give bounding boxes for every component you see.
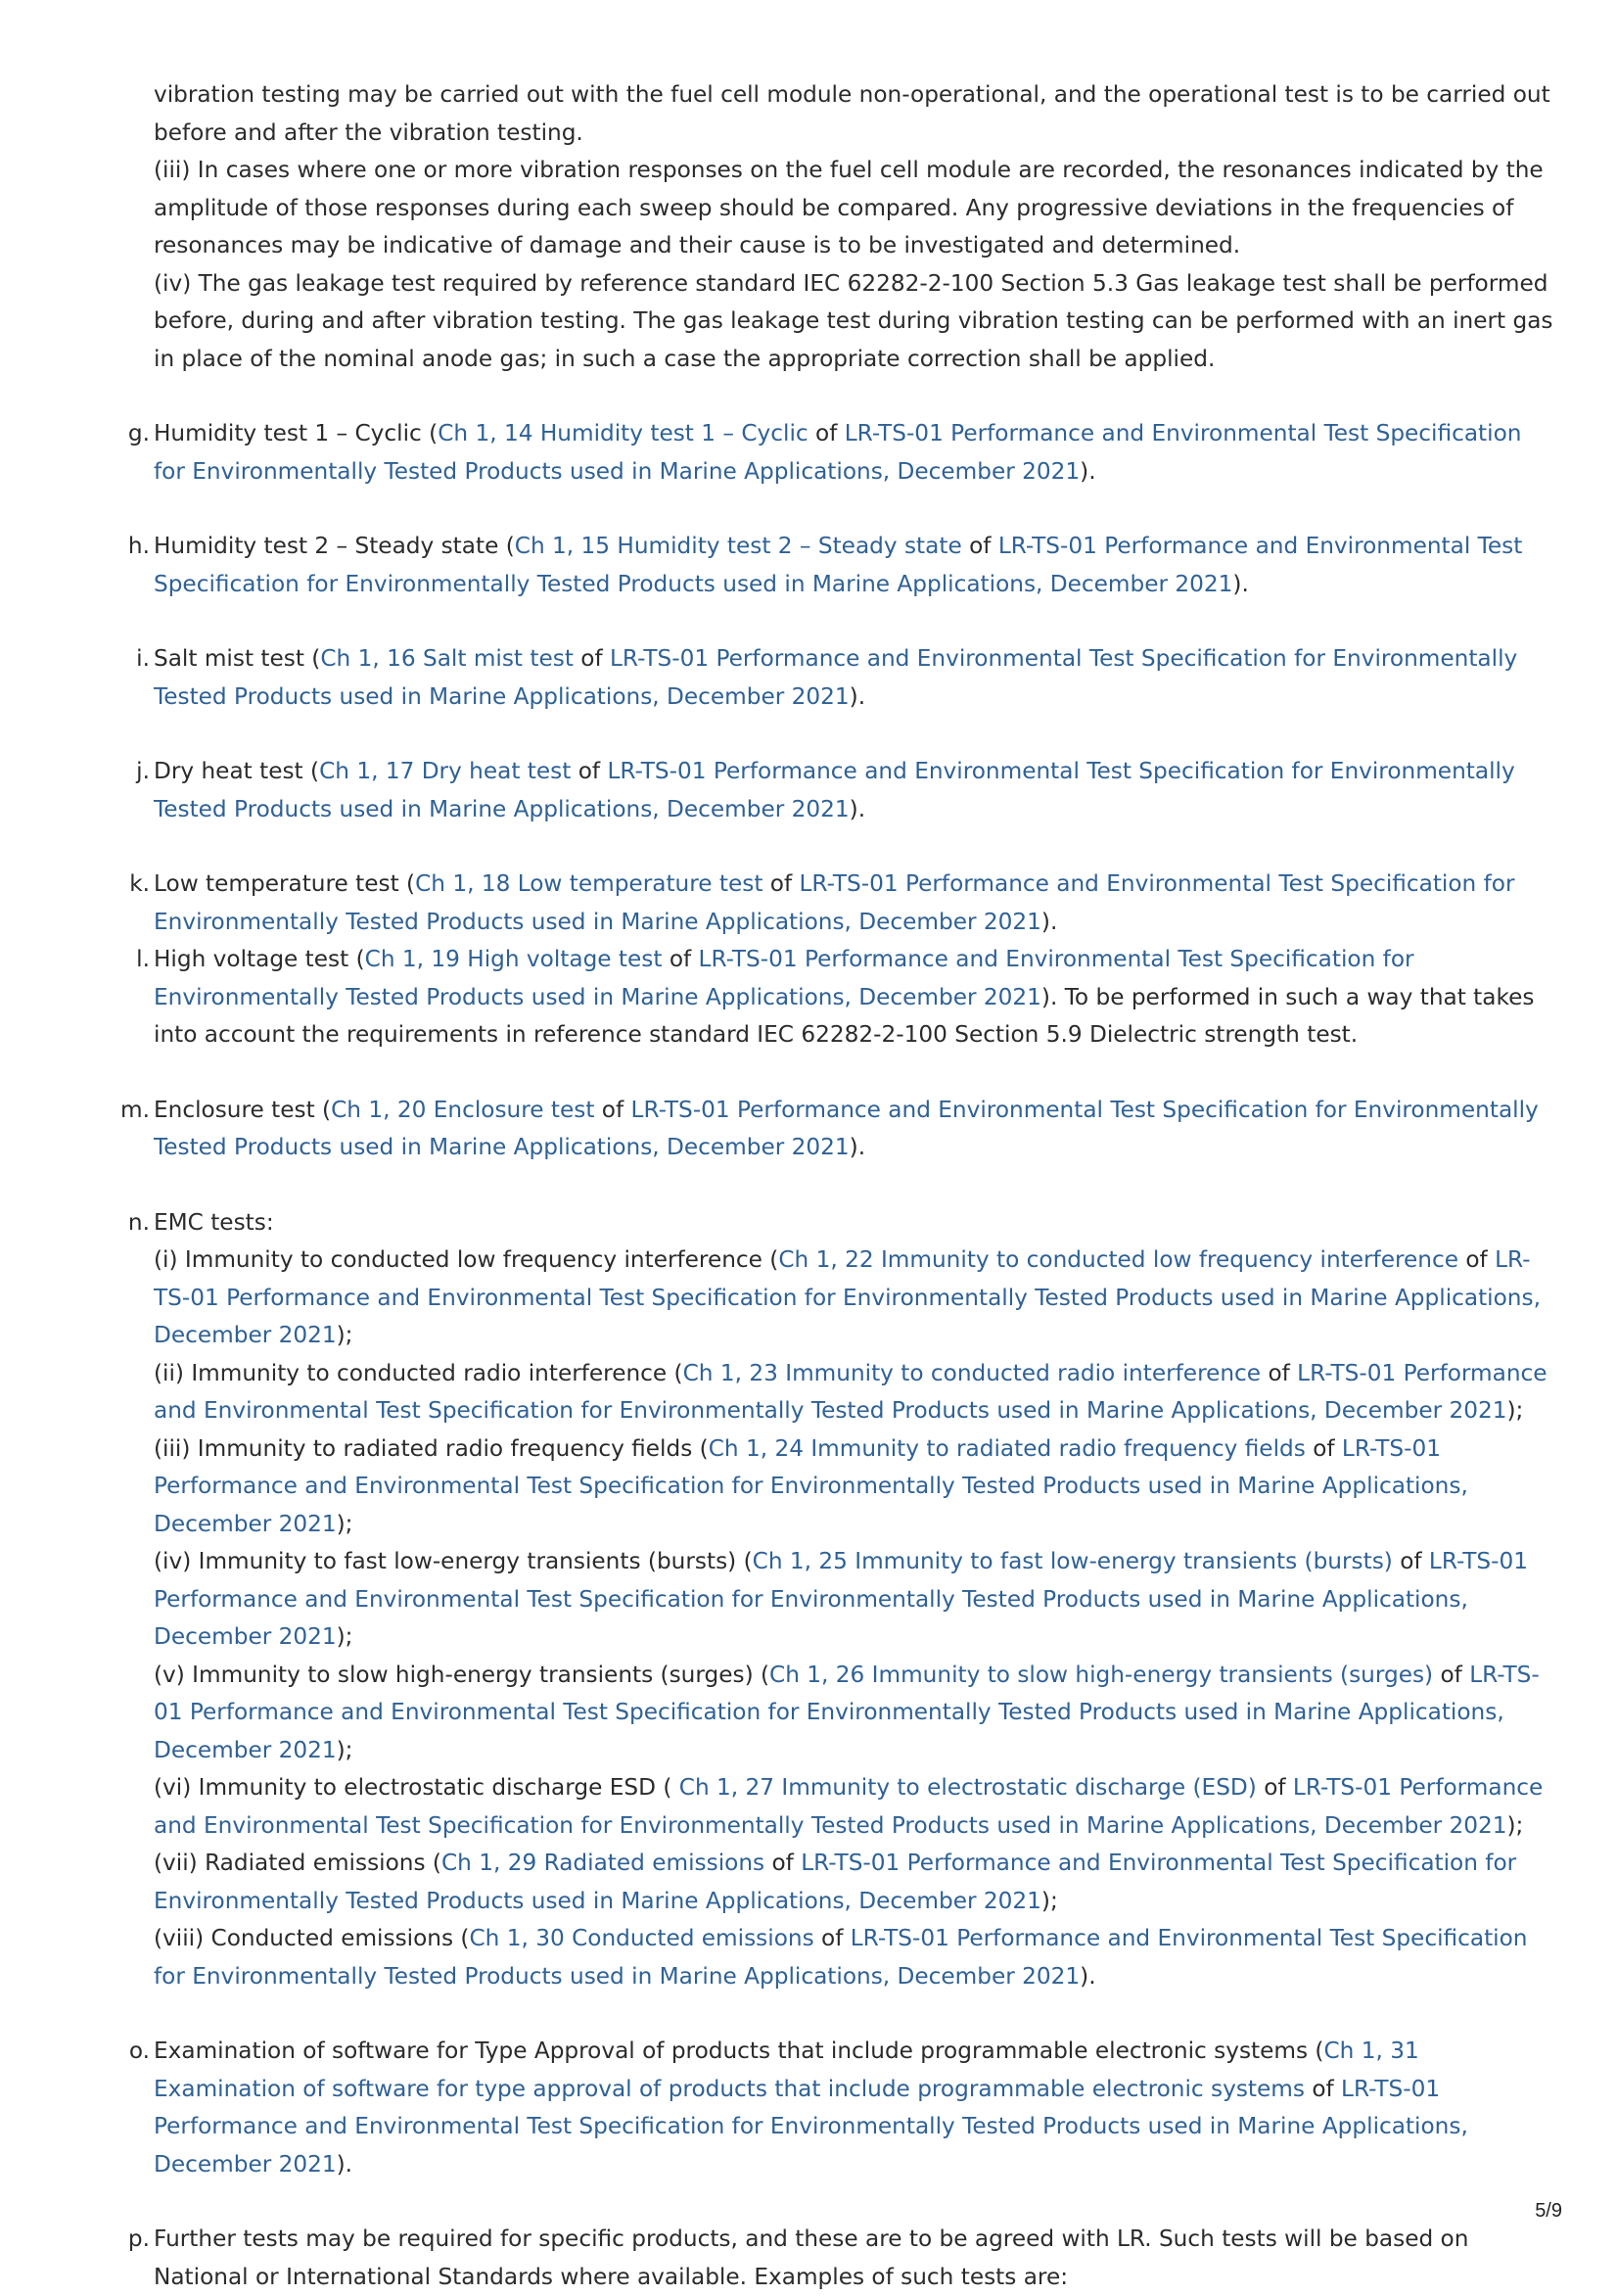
- spec-link[interactable]: LR-TS-01 Performance and Environmental Test Specification for Environmentally Tested Products used in Marine Applications, December 2021: [154, 946, 1414, 1010]
- list-marker: j.: [136, 758, 150, 784]
- list-item-p: p. Further tests may be required for specific products, and these are to be agreed with LR. Such tests will be based on National or International Standards where available. Examples of such tests are:: [115, 2221, 1553, 2296]
- list-item-j: j. Dry heat test (Ch 1, 17 Dry heat test of LR-TS-01 Performance and Environmental Test Specification for Environmentally Tested Products used in Marine Applications, December 2021).: [115, 753, 1553, 828]
- spec-link[interactable]: LR-TS-01 Performance and Environmental Test Specification for Environmentally Tested Products used in Marine Applications, December 2021: [154, 645, 1518, 710]
- list-marker: m.: [120, 1096, 150, 1123]
- chapter-link[interactable]: Ch 1, 25 Immunity to fast low-energy transients (bursts): [752, 1548, 1393, 1574]
- list-marker: p.: [127, 2226, 150, 2252]
- chapter-link[interactable]: Ch 1, 29 Radiated emissions: [440, 1850, 765, 1876]
- list-marker: h.: [127, 533, 150, 559]
- spec-link[interactable]: LR-TS-01 Performance and Environmental Test Specification for Environmentally Tested Products used in Marine Applications, December 2021: [154, 2075, 1468, 2178]
- emc-subitem-viii: (viii) Conducted emissions (Ch 1, 30 Conducted emissions of LR-TS-01 Performance and Environmental Test Specification for Environmentally Tested Products used in Marine Applications, December 2021).: [154, 1925, 1528, 1990]
- page-content: [115, 76, 1553, 2296]
- emc-subitem-ii: (ii) Immunity to conducted radio interference (Ch 1, 23 Immunity to conducted radio interference of LR-TS-01 Performance and Environmental Test Specification for Environmentally Tested Products used in Marine Applications, December 2021);: [154, 1359, 1548, 1424]
- emc-subitem-vii: (vii) Radiated emissions (Ch 1, 29 Radiated emissions of LR-TS-01 Performance and Environmental Test Specification for Environmentally Tested Products used in Marine Applications, December 2021);: [154, 1850, 1517, 1914]
- chapter-link[interactable]: Ch 1, 14 Humidity test 1 – Cyclic: [438, 420, 808, 446]
- emc-subitem-i: (i) Immunity to conducted low frequency interference (Ch 1, 22 Immunity to conducted low frequency interference of LR-TS-01 Performance and Environmental Test Specification for Environmentally Tested Products used in Marine Applications, December 2021);: [154, 1246, 1541, 1348]
- spec-link[interactable]: LR-TS-01 Performance and Environmental Test Specification for Environmentally Tested Products used in Marine Applications, December 2021: [154, 1850, 1517, 1914]
- chapter-link[interactable]: Ch 1, 24 Immunity to radiated radio frequency fields: [708, 1434, 1306, 1462]
- spec-link[interactable]: LR-TS-01 Performance and Environmental Test Specification for Environmentally Tested Products used in Marine Applications, December 2021: [154, 1661, 1540, 1763]
- list-marker: o.: [128, 2038, 150, 2064]
- emc-subitem-vi: (vi) Immunity to electrostatic discharge ESD ( Ch 1, 27 Immunity to electrostatic discharge (ESD) of LR-TS-01 Performance and Environmental Test Specification for Environmentally Tested Products used in Marine Applications, December 2021);: [154, 1774, 1544, 1839]
- list-item-h: h. Humidity test 2 – Steady state (Ch 1, 15 Humidity test 2 – Steady state of LR-TS-01 Performance and Environmental Test Specification for Environmentally Tested Products used in Marine Applications, December 2021).: [115, 528, 1553, 603]
- chapter-link[interactable]: Ch 1, 31 Examination of software for type approval of products that include programmable electronic systems: [154, 2038, 1419, 2102]
- list-marker: g.: [127, 420, 150, 446]
- spec-link[interactable]: LR-TS-01 Performance and Environmental Test Specification for Environmentally Tested Products used in Marine Applications, December 2021: [154, 533, 1523, 597]
- spec-link[interactable]: LR-TS-01 Performance and Environmental Test Specification for Environmentally Tested Products used in Marine Applications, December 2021: [154, 1434, 1468, 1537]
- chapter-link[interactable]: Ch 1, 17 Dry heat test: [319, 758, 572, 784]
- emc-subitem-iii: (iii) Immunity to radiated radio frequency fields (Ch 1, 24 Immunity to radiated radio frequency fields of LR-TS-01 Performance and Environmental Test Specification for Environmentally Tested Products used in Marine Applications, December 2021);: [154, 1434, 1468, 1537]
- chapter-link[interactable]: Ch 1, 18 Low temperature test: [415, 870, 763, 897]
- chapter-link[interactable]: Ch 1, 19 High voltage test: [364, 946, 663, 972]
- vibration-continuation: vibration testing may be carried out with the fuel cell module non-operational, and the operational test is to be carried out before and after the vibration testing.: [154, 81, 1550, 146]
- emc-subitem-v: (v) Immunity to slow high-energy transients (surges) (Ch 1, 26 Immunity to slow high-energy transients (surges) of LR-TS-01 Performance and Environmental Test Specification for Environmentally Tested Products used in Marine Applications, December 2021);: [154, 1661, 1540, 1763]
- list-marker: k.: [129, 870, 150, 897]
- list-item-i: i. Salt mist test (Ch 1, 16 Salt mist test of LR-TS-01 Performance and Environmental Test Specification for Environmentally Tested Products used in Marine Applications, December 2021).: [115, 640, 1553, 716]
- spec-link[interactable]: LR-TS-01 Performance and Environmental Test Specification for Environmentally Tested Products used in Marine Applications, December 2021: [154, 1774, 1544, 1839]
- list-item-l: l. High voltage test (Ch 1, 19 High voltage test of LR-TS-01 Performance and Environmental Test Specification for Environmentally Tested Products used in Marine Applications, December 2021). To be performed in such a way that takes into account the requirements in reference standard IEC 62282-2-100 Section 5.9 Dielectric strength test.: [115, 941, 1553, 1054]
- chapter-link[interactable]: Ch 1, 22 Immunity to conducted low frequency interference: [778, 1246, 1458, 1273]
- list-item-g: g. Humidity test 1 – Cyclic (Ch 1, 14 Humidity test 1 – Cyclic of LR-TS-01 Performance and Environmental Test Specification for Environmentally Tested Products used in Marine Applications, December 2021).: [115, 415, 1553, 491]
- chapter-link[interactable]: Ch 1, 23 Immunity to conducted radio interference: [682, 1359, 1262, 1386]
- chapter-link[interactable]: Ch 1, 20 Enclosure test: [331, 1096, 595, 1123]
- spec-link[interactable]: LR-TS-01 Performance and Environmental Test Specification for Environmentally Tested Products used in Marine Applications, December 2021: [154, 1246, 1541, 1348]
- spec-link[interactable]: LR-TS-01 Performance and Environmental Test Specification for Environmentally Tested Products used in Marine Applications, December 2021: [154, 758, 1515, 822]
- emc-subitem-iv: (iv) Immunity to fast low-energy transients (bursts) (Ch 1, 25 Immunity to fast low-energy transients (bursts) of LR-TS-01 Performance and Environmental Test Specification for Environmentally Tested Products used in Marine Applications, December 2021);: [154, 1548, 1529, 1650]
- spec-link[interactable]: LR-TS-01 Performance and Environmental Test Specification for Environmentally Tested Products used in Marine Applications, December 2021: [154, 1548, 1529, 1650]
- chapter-link[interactable]: Ch 1, 26 Immunity to slow high-energy transients (surges): [769, 1661, 1434, 1688]
- vibration-note-iii: (iii) In cases where one or more vibration responses on the fuel cell module are recorded, the resonances indicated by the amplitude of those responses during each sweep should be compared. Any progressive deviations in the frequencies of resonances may be indicative of damage and their cause is to be investigated and determined.: [154, 157, 1544, 258]
- list-item-m: m. Enclosure test (Ch 1, 20 Enclosure test of LR-TS-01 Performance and Environmental Test Specification for Environmentally Tested Products used in Marine Applications, December 2021).: [115, 1092, 1553, 1167]
- chapter-link[interactable]: Ch 1, 15 Humidity test 2 – Steady state: [514, 533, 962, 559]
- chapter-link[interactable]: Ch 1, 30 Conducted emissions: [469, 1925, 814, 1951]
- list-item-o: o. Examination of software for Type Approval of products that include programmable electronic systems (Ch 1, 31 Examination of software for type approval of products that include programmable electronic systems of LR-TS-01 Performance and Environmental Test Specification for Environmentally Tested Products used in Marine Applications, December 2021).: [115, 2033, 1553, 2183]
- spec-link[interactable]: LR-TS-01 Performance and Environmental Test Specification for Environmentally Tested Products used in Marine Applications, December 2021: [154, 1925, 1528, 1990]
- spec-link[interactable]: LR-TS-01 Performance and Environmental Test Specification for Environmentally Tested Products used in Marine Applications, December 2021: [154, 1359, 1548, 1424]
- chapter-link[interactable]: Ch 1, 27 Immunity to electrostatic discharge (ESD): [678, 1774, 1257, 1801]
- list-marker: n.: [127, 1208, 150, 1236]
- page-number: 5/9: [1535, 2200, 1562, 2222]
- list-marker: i.: [136, 645, 150, 672]
- chapter-link[interactable]: Ch 1, 16 Salt mist test: [320, 645, 574, 672]
- list-item-k: k. Low temperature test (Ch 1, 18 Low temperature test of LR-TS-01 Performance and Environmental Test Specification for Environmentally Tested Products used in Marine Applications, December 2021).: [115, 866, 1553, 941]
- list-item-n: [115, 1204, 1553, 1996]
- spec-link[interactable]: LR-TS-01 Performance and Environmental Test Specification for Environmentally Tested Products used in Marine Applications, December 2021: [154, 420, 1522, 485]
- spec-link[interactable]: LR-TS-01 Performance and Environmental Test Specification for Environmentally Tested Products used in Marine Applications, December 2021: [154, 1096, 1539, 1160]
- list-marker: l.: [136, 946, 150, 972]
- emc-heading: EMC tests:: [154, 1208, 274, 1236]
- spec-link[interactable]: LR-TS-01 Performance and Environmental Test Specification for Environmentally Tested Products used in Marine Applications, December 2021: [154, 870, 1515, 935]
- vibration-note-iv: (iv) The gas leakage test required by reference standard IEC 62282-2-100 Section 5.3 Gas leakage test shall be performed before, during and after vibration testing. The gas leakage test during vibration testing can be performed with an inert gas in place of the nominal anode gas; in such a case the appropriate correction shall be applied.: [154, 269, 1553, 372]
